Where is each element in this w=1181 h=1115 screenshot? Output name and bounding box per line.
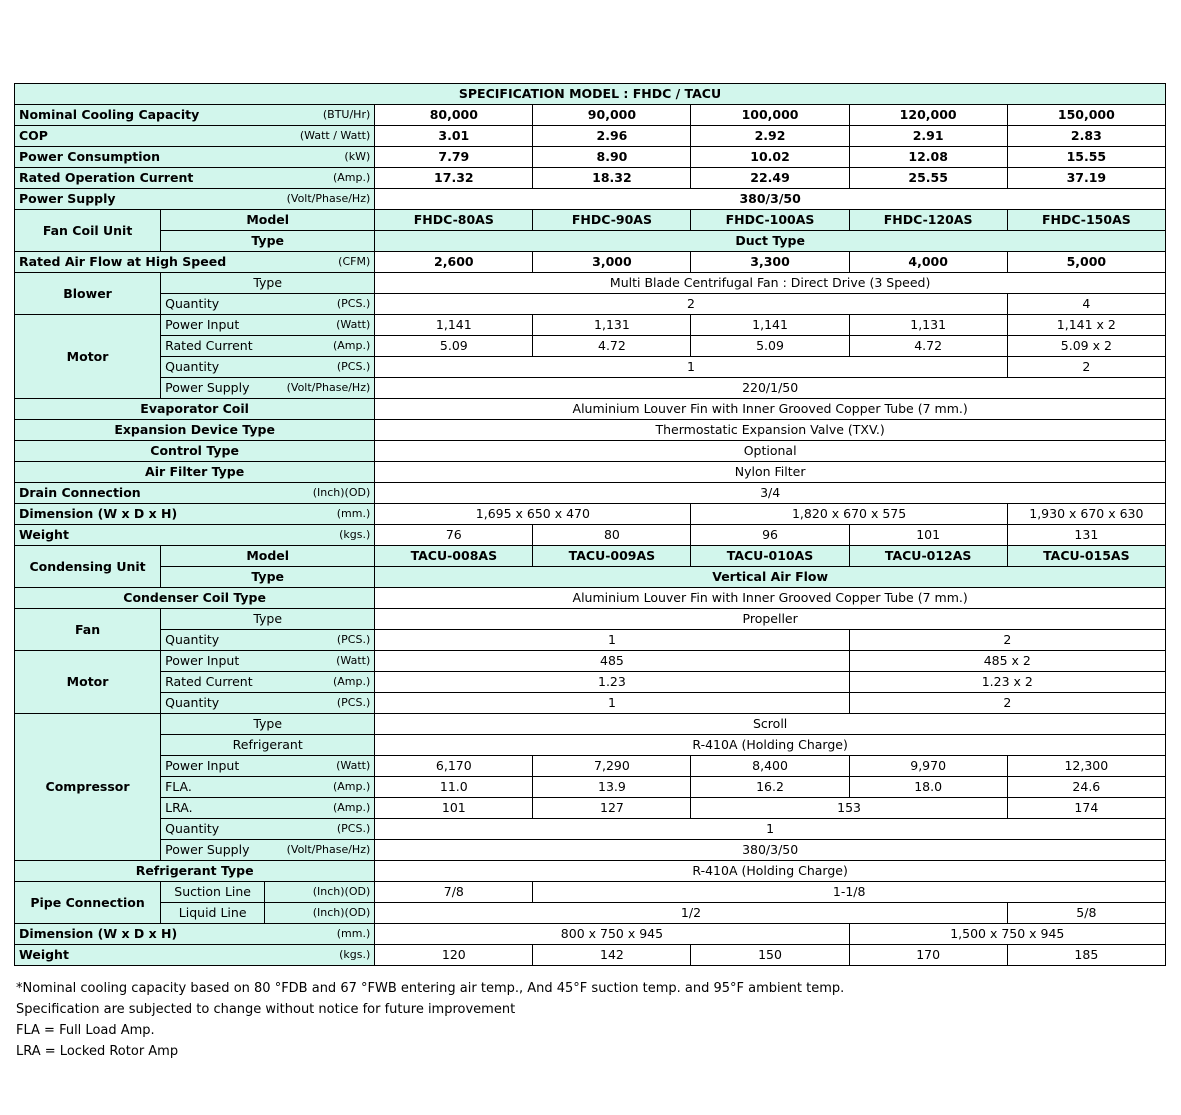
cell: R-410A (Holding Charge) [375,861,1166,882]
sub-label: Quantity (PCS.) [161,819,375,840]
cell: 101 [849,525,1007,546]
sub-label: Quantity (PCS.) [161,357,375,378]
cell: 5.09 [375,336,533,357]
motor-group-label: Motor [15,315,161,399]
row-cdu-model [15,546,1166,567]
row-fcu-type [15,231,1166,252]
cell: 1,930 x 670 x 630 [1007,504,1165,525]
cell: Nylon Filter [375,462,1166,483]
row-cop [15,126,1166,147]
row-pipe-liquid [15,903,1166,924]
cell: 1 [375,693,849,714]
fan-group-label: Fan [15,609,161,651]
row-fcu-dimension [15,504,1166,525]
row-cdu-motor-power [15,651,1166,672]
row-fan-type [15,609,1166,630]
model-cell: TACU-008AS [375,546,533,567]
cell: 12,300 [1007,756,1165,777]
cell: 1,131 [533,315,691,336]
row-cdu-motor-quantity [15,693,1166,714]
type-cell: Vertical Air Flow [375,567,1166,588]
cell: 4.72 [533,336,691,357]
row-refrigerant-type [15,861,1166,882]
model-cell: FHDC-80AS [375,210,533,231]
cell: 1 [375,819,1166,840]
row-power-supply [15,189,1166,210]
cell: 150 [691,945,849,966]
unit-label: (Inch)(OD) [265,882,375,903]
cell: Multi Blade Centrifugal Fan : Direct Drive (3 Speed) [375,273,1166,294]
cell: 2 [849,630,1165,651]
cell: 170 [849,945,1007,966]
sub-label: Liquid Line [161,903,265,924]
row-control-type [15,441,1166,462]
sub-label: Power Input (Watt) [161,315,375,336]
row-label: COP (Watt / Watt) [15,126,375,147]
cell: 96 [691,525,849,546]
cell: Thermostatic Expansion Valve (TXV.) [375,420,1166,441]
row-fcu-weight [15,525,1166,546]
cell: 1,141 x 2 [1007,315,1165,336]
sub-label: Quantity (PCS.) [161,294,375,315]
row-drain-connection [15,483,1166,504]
row-motor-power-supply [15,378,1166,399]
cell: 142 [533,945,691,966]
row-pipe-suction [15,882,1166,903]
sub-label: Power Input (Watt) [161,651,375,672]
model-cell: FHDC-120AS [849,210,1007,231]
cell: 22.49 [691,168,849,189]
model-cell: FHDC-100AS [691,210,849,231]
cell: 12.08 [849,147,1007,168]
model-cell: FHDC-90AS [533,210,691,231]
cell: 1,141 [375,315,533,336]
row-label: Dimension (W x D x H) (mm.) [15,924,375,945]
model-cell: TACU-012AS [849,546,1007,567]
cell: 5.09 [691,336,849,357]
row-label: Refrigerant Type [15,861,375,882]
cell: 9,970 [849,756,1007,777]
cell: 7/8 [375,882,533,903]
row-label: Condenser Coil Type [15,588,375,609]
row-compressor-power [15,756,1166,777]
cell: 1,695 x 650 x 470 [375,504,691,525]
cell: 485 [375,651,849,672]
cell: 2 [375,294,1007,315]
row-evaporator-coil [15,399,1166,420]
cell: 2.91 [849,126,1007,147]
row-label: Nominal Cooling Capacity (BTU/Hr) [15,105,375,126]
sub-label: FLA. (Amp.) [161,777,375,798]
cell: 1.23 [375,672,849,693]
footnote: FLA = Full Load Amp. [16,1023,155,1038]
row-compressor-power-supply [15,840,1166,861]
specification-table [14,83,1166,966]
sub-label: Type [161,609,375,630]
sub-label: Suction Line [161,882,265,903]
cell: 5.09 x 2 [1007,336,1165,357]
cell: Optional [375,441,1166,462]
blower-group-label: Blower [15,273,161,315]
row-compressor-fla [15,777,1166,798]
row-label: Expansion Device Type [15,420,375,441]
cell: 25.55 [849,168,1007,189]
row-label: Rated Operation Current (Amp.) [15,168,375,189]
row-label: Weight (kgs.) [15,525,375,546]
cell: Scroll [375,714,1166,735]
cell: 1,141 [691,315,849,336]
cell: 1,131 [849,315,1007,336]
row-power-consumption [15,147,1166,168]
cell: 17.32 [375,168,533,189]
cell: 7.79 [375,147,533,168]
cell: 3.01 [375,126,533,147]
sub-label: Quantity (PCS.) [161,693,375,714]
model-cell: TACU-010AS [691,546,849,567]
cell: 2 [849,693,1165,714]
cell: 2.92 [691,126,849,147]
cell: 2,600 [375,252,533,273]
sub-label: Power Input (Watt) [161,756,375,777]
cell: 150,000 [1007,105,1165,126]
row-blower-type [15,273,1166,294]
cell: 24.6 [1007,777,1165,798]
cell: 174 [1007,798,1165,819]
cell: 380/3/50 [375,189,1166,210]
model-cell: FHDC-150AS [1007,210,1165,231]
cell: R-410A (Holding Charge) [375,735,1166,756]
row-label: Rated Air Flow at High Speed (CFM) [15,252,375,273]
cell: 485 x 2 [849,651,1165,672]
row-cdu-dimension [15,924,1166,945]
cell: 16.2 [691,777,849,798]
cell: 3,300 [691,252,849,273]
row-rated-operation-current [15,168,1166,189]
row-compressor-quantity [15,819,1166,840]
cell: 120 [375,945,533,966]
row-label: Drain Connection (Inch)(OD) [15,483,375,504]
pipe-group-label: Pipe Connection [15,882,161,924]
cell: 1,500 x 750 x 945 [849,924,1165,945]
sub-label: Type [161,273,375,294]
cell: 4,000 [849,252,1007,273]
cell: 2.96 [533,126,691,147]
type-cell: Duct Type [375,231,1166,252]
row-condenser-coil [15,588,1166,609]
cell: 4 [1007,294,1165,315]
row-blower-quantity [15,294,1166,315]
row-label: Weight (kgs.) [15,945,375,966]
cell: 800 x 750 x 945 [375,924,849,945]
cell: Aluminium Louver Fin with Inner Grooved Copper Tube (7 mm.) [375,588,1166,609]
cell: Propeller [375,609,1166,630]
sub-label: LRA. (Amp.) [161,798,375,819]
cell: 100,000 [691,105,849,126]
sub-label: Rated Current (Amp.) [161,672,375,693]
sub-label: Type [161,714,375,735]
row-fcu-model [15,210,1166,231]
cell: 80 [533,525,691,546]
cell: 120,000 [849,105,1007,126]
row-fan-quantity [15,630,1166,651]
sub-label: Power Supply (Volt/Phase/Hz) [161,840,375,861]
model-cell: TACU-009AS [533,546,691,567]
cell: 18.0 [849,777,1007,798]
cell: 37.19 [1007,168,1165,189]
cell: 8,400 [691,756,849,777]
row-label: Air Filter Type [15,462,375,483]
footnotes [16,978,844,1062]
cell: 101 [375,798,533,819]
cell: 185 [1007,945,1165,966]
row-cdu-type [15,567,1166,588]
row-compressor-lra [15,798,1166,819]
model-label: Model [161,210,375,231]
cell: 2 [1007,357,1165,378]
fcu-group-label: Fan Coil Unit [15,210,161,252]
cell: 3,000 [533,252,691,273]
row-cdu-weight [15,945,1166,966]
cell: 380/3/50 [375,840,1166,861]
cell: 3/4 [375,483,1166,504]
row-compressor-refrigerant [15,735,1166,756]
row-label: Evaporator Coil [15,399,375,420]
row-motor-quantity [15,357,1166,378]
row-air-filter [15,462,1166,483]
sub-label: Refrigerant [161,735,375,756]
cell: 76 [375,525,533,546]
row-compressor-type [15,714,1166,735]
cell: 80,000 [375,105,533,126]
cell: 90,000 [533,105,691,126]
row-label: Dimension (W x D x H) (mm.) [15,504,375,525]
cell: 153 [691,798,1007,819]
cell: 10.02 [691,147,849,168]
unit-label: (Inch)(OD) [265,903,375,924]
cell: 127 [533,798,691,819]
type-label: Type [161,231,375,252]
spec-title: SPECIFICATION MODEL : FHDC / TACU [15,84,1166,105]
compressor-group-label: Compressor [15,714,161,861]
footnote: *Nominal cooling capacity based on 80 °FDB and 67 °FWB entering air temp., And 45°F suction temp. and 95°F ambient temp. [16,981,845,996]
cell: 1,820 x 670 x 575 [691,504,1007,525]
footnote: LRA = Locked Rotor Amp [16,1044,179,1059]
row-label: Power Consumption (kW) [15,147,375,168]
type-label: Type [161,567,375,588]
cell: Aluminium Louver Fin with Inner Grooved Copper Tube (7 mm.) [375,399,1166,420]
cell: 1 [375,357,1007,378]
cell: 2.83 [1007,126,1165,147]
sub-label: Power Supply (Volt/Phase/Hz) [161,378,375,399]
cell: 11.0 [375,777,533,798]
sub-label: Rated Current (Amp.) [161,336,375,357]
row-rated-air-flow [15,252,1166,273]
cell: 5,000 [1007,252,1165,273]
cell: 131 [1007,525,1165,546]
cell: 5/8 [1007,903,1165,924]
cell: 6,170 [375,756,533,777]
cell: 1/2 [375,903,1007,924]
cell: 18.32 [533,168,691,189]
cell: 7,290 [533,756,691,777]
row-label: Power Supply (Volt/Phase/Hz) [15,189,375,210]
sub-label: Quantity (PCS.) [161,630,375,651]
row-label: Control Type [15,441,375,462]
cell: 15.55 [1007,147,1165,168]
cdu-group-label: Condensing Unit [15,546,161,588]
footnote: Specification are subjected to change without notice for future improvement [16,1002,516,1017]
row-expansion-device [15,420,1166,441]
row-motor-power-input [15,315,1166,336]
model-cell: TACU-015AS [1007,546,1165,567]
row-cdu-motor-current [15,672,1166,693]
cell: 8.90 [533,147,691,168]
model-label: Model [161,546,375,567]
cell: 1-1/8 [533,882,1166,903]
row-motor-rated-current [15,336,1166,357]
cell: 13.9 [533,777,691,798]
cell: 1 [375,630,849,651]
cell: 220/1/50 [375,378,1166,399]
cell: 1.23 x 2 [849,672,1165,693]
row-nominal-cooling-capacity [15,105,1166,126]
cell: 4.72 [849,336,1007,357]
cdu-motor-group-label: Motor [15,651,161,714]
